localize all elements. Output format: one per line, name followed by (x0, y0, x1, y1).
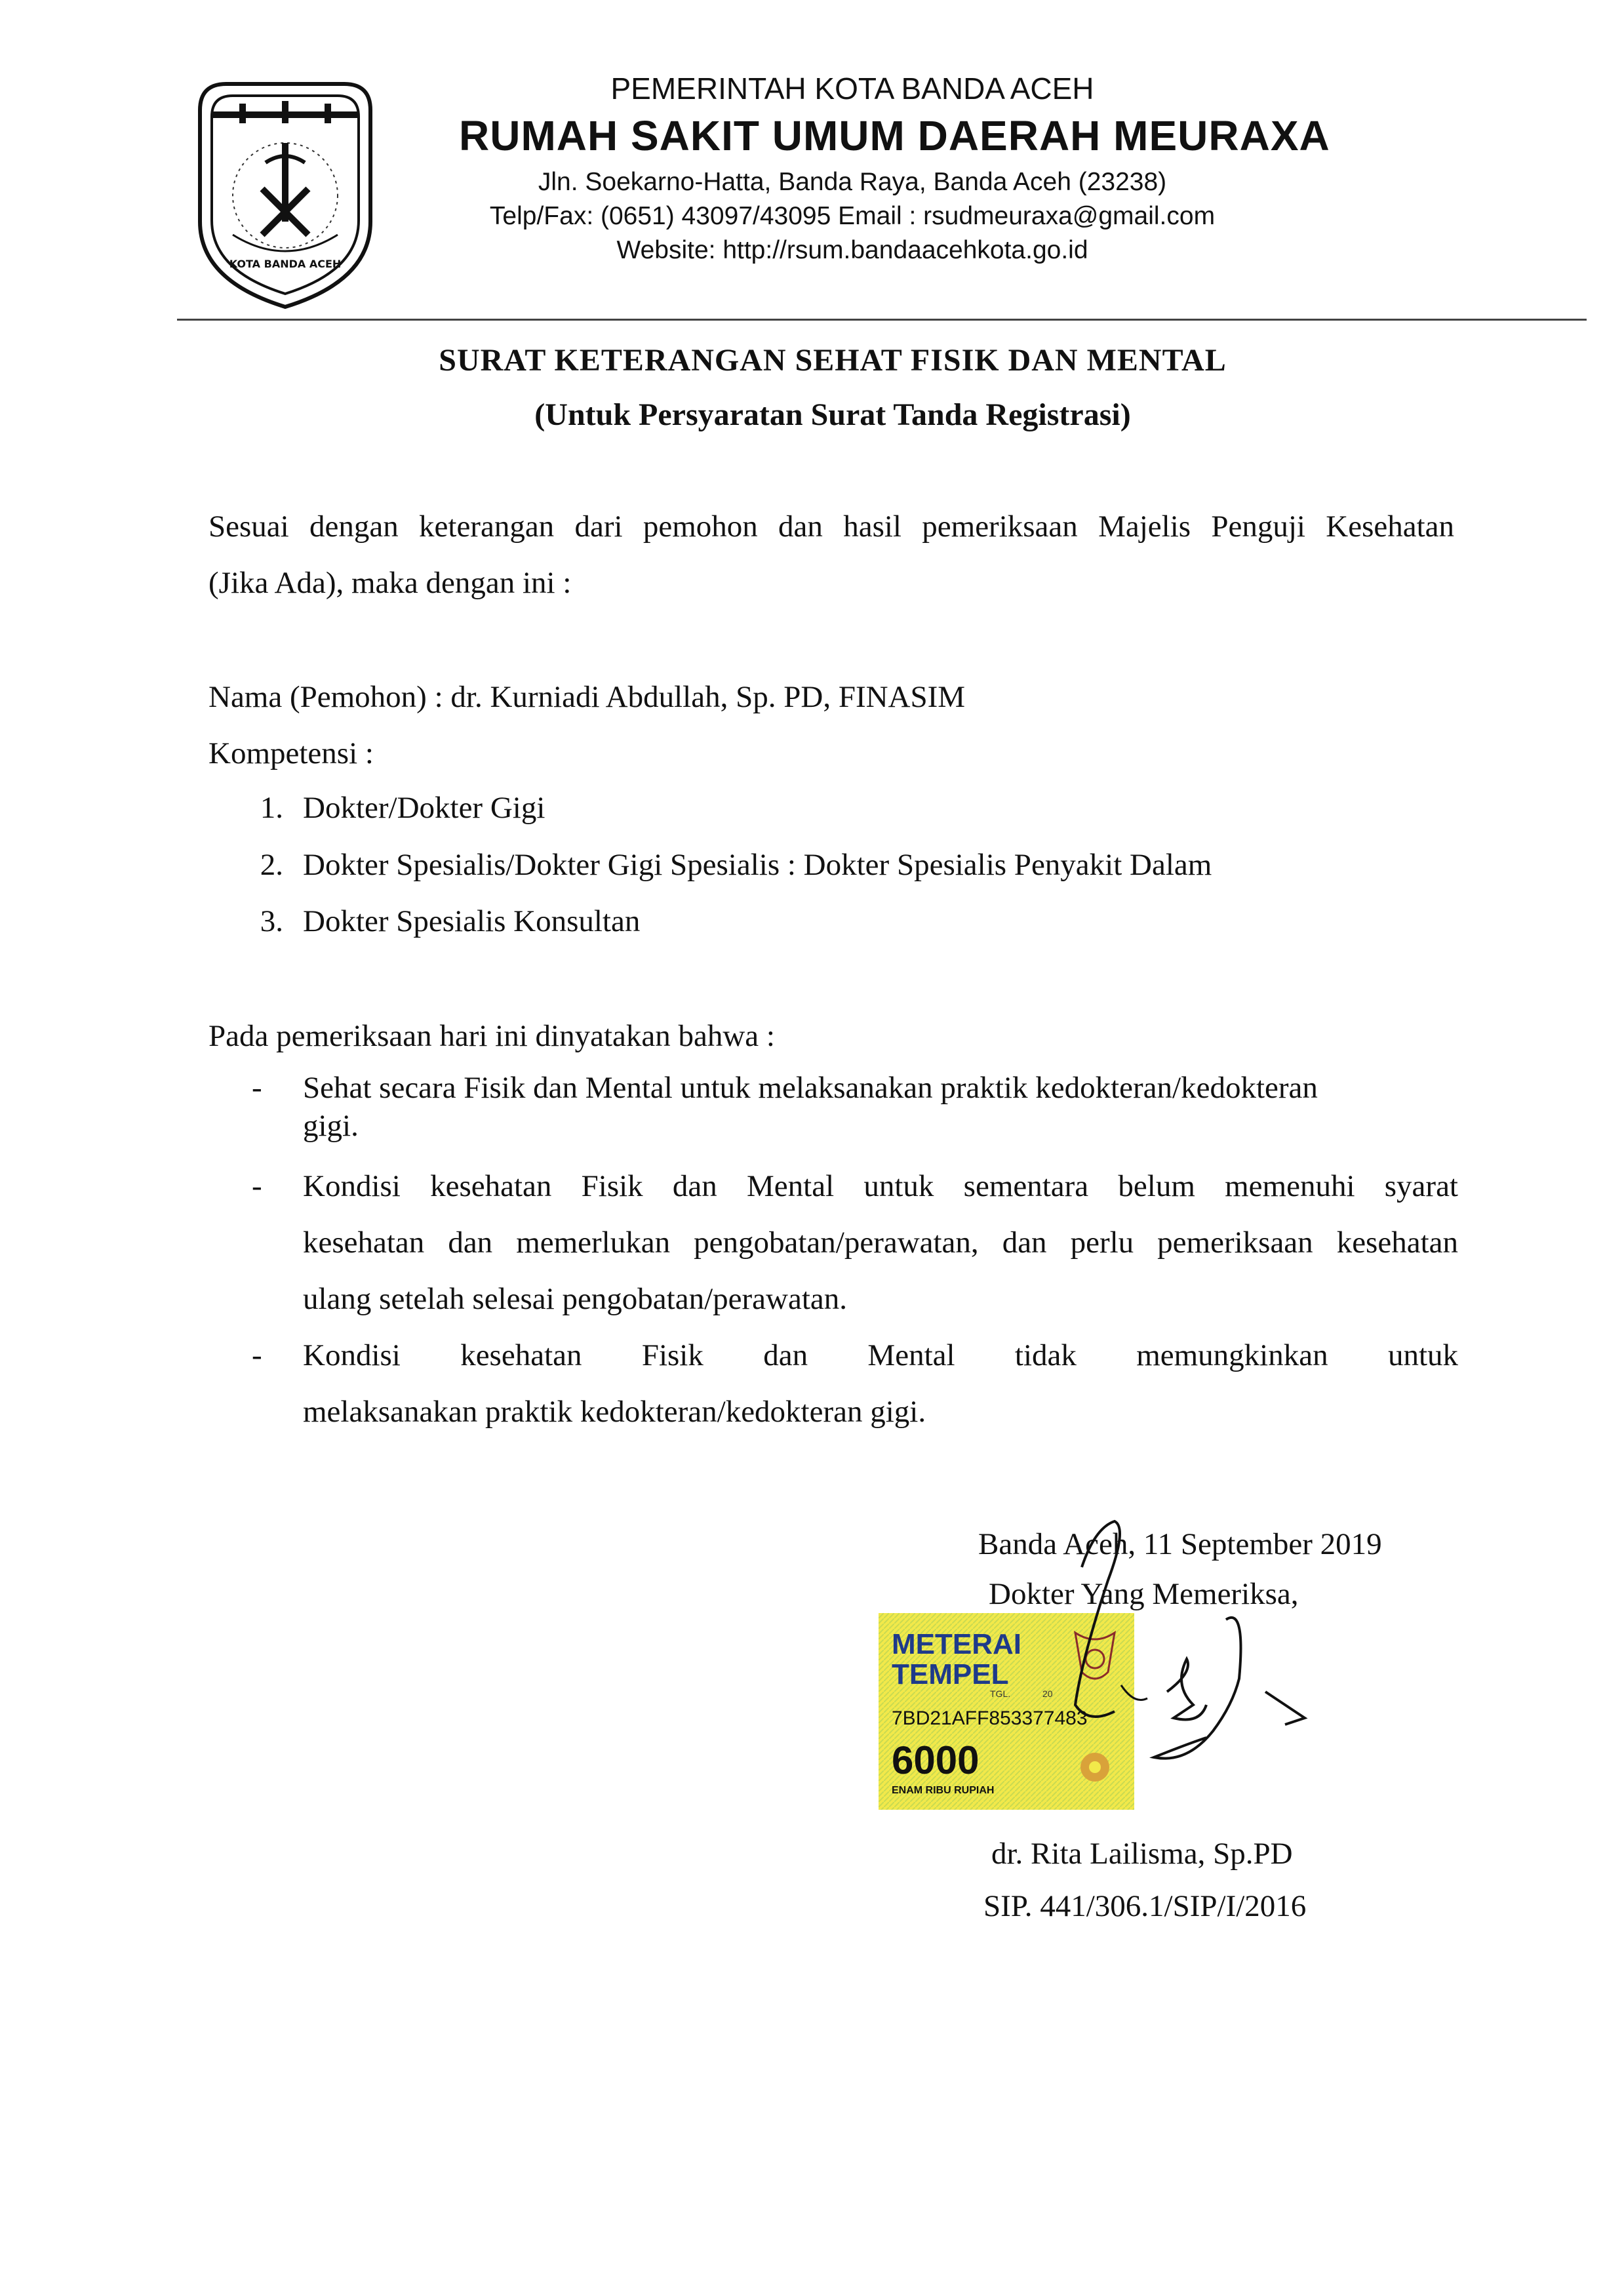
stamp-subtitle: TEMPEL (892, 1658, 1009, 1690)
statement-3-line-2: melaksanakan praktik kedokteran/kedokteran gigi. (303, 1395, 926, 1429)
bullet-dash: - (252, 1071, 262, 1105)
intro-line-1: Sesuai dengan keterangan dari pemohon dan hasil pemeriksaan Majelis Penguji Kesehatan (208, 509, 1454, 544)
place-and-date: Banda Aceh, 11 September 2019 (978, 1527, 1382, 1561)
logo-text: KOTA BANDA ACEH (229, 258, 342, 270)
city-emblem-logo (187, 71, 384, 313)
applicant-name: Nama (Pemohon) : dr. Kurniadi Abdullah, Sp. PD, FINASIM (208, 680, 966, 714)
hospital-contact: Telp/Fax: (0651) 43097/43095 Email : rsudmeuraxa@gmail.com (489, 202, 1216, 230)
examiner-license: SIP. 441/306.1/SIP/I/2016 (983, 1889, 1307, 1923)
statement-2-line-3: ulang setelah selesai pengobatan/perawatan. (303, 1282, 847, 1316)
bullet-dash: - (252, 1169, 262, 1203)
intro-line-2: (Jika Ada), maka dengan ini : (208, 566, 572, 600)
list-item: Dokter Spesialis Konsultan (303, 904, 641, 938)
statement-1-line-1: Sehat secara Fisik dan Mental untuk melaksanakan praktik kedokteran/kedokteran (303, 1071, 1318, 1105)
statement-2-line-1: Kondisi kesehatan Fisik dan Mental untuk sementara belum memenuhi syarat (303, 1169, 1458, 1203)
examination-intro: Pada pemeriksaan hari ini dinyatakan bahwa : (208, 1019, 775, 1053)
stamp-value: 6000 (892, 1738, 980, 1782)
list-item: Dokter Spesialis/Dokter Gigi Spesialis : Dokter Spesialis Penyakit Dalam (303, 848, 1212, 882)
bullet-dash: - (252, 1338, 262, 1372)
statement-1-line-2: gigi. (303, 1109, 359, 1143)
list-item: Dokter/Dokter Gigi (303, 791, 545, 825)
hospital-name: RUMAH SAKIT UMUM DAERAH MEURAXA (459, 112, 1330, 159)
statement-3-line-1: Kondisi kesehatan Fisik dan Mental tidak memungkinkan untuk (303, 1338, 1458, 1372)
document-subtitle: (Untuk Persyaratan Surat Tanda Registrasi) (534, 397, 1131, 432)
stamp-date-label: TGL. (990, 1688, 1011, 1699)
handwritten-signature (977, 1488, 1318, 1843)
government-name: PEMERINTAH KOTA BANDA ACEH (610, 71, 1094, 106)
letterhead-divider (177, 319, 1587, 321)
examiner-name: dr. Rita Lailisma, Sp.PD (991, 1837, 1293, 1871)
stamp-value-words: ENAM RIBU RUPIAH (892, 1785, 995, 1796)
statement-2-line-2: kesehatan dan memerlukan pengobatan/perawatan, dan perlu pemeriksaan kesehatan (303, 1226, 1458, 1260)
stamp-serial: 7BD21AFF853377483 (892, 1707, 1088, 1729)
examiner-role: Dokter Yang Memeriksa, (989, 1577, 1299, 1611)
hospital-address: Jln. Soekarno-Hatta, Banda Raya, Banda Aceh (23238) (538, 168, 1167, 196)
stamp-title: METERAI (892, 1628, 1021, 1660)
document-title: SURAT KETERANGAN SEHAT FISIK DAN MENTAL (439, 343, 1227, 378)
competence-label: Kompetensi : (208, 736, 374, 770)
list-item-number: 3. (260, 904, 283, 938)
list-item-number: 1. (260, 791, 283, 825)
stamp-year: 20 (1042, 1688, 1053, 1699)
hospital-website: Website: http://rsum.bandaacehkota.go.id (616, 236, 1088, 264)
list-item-number: 2. (260, 848, 283, 882)
